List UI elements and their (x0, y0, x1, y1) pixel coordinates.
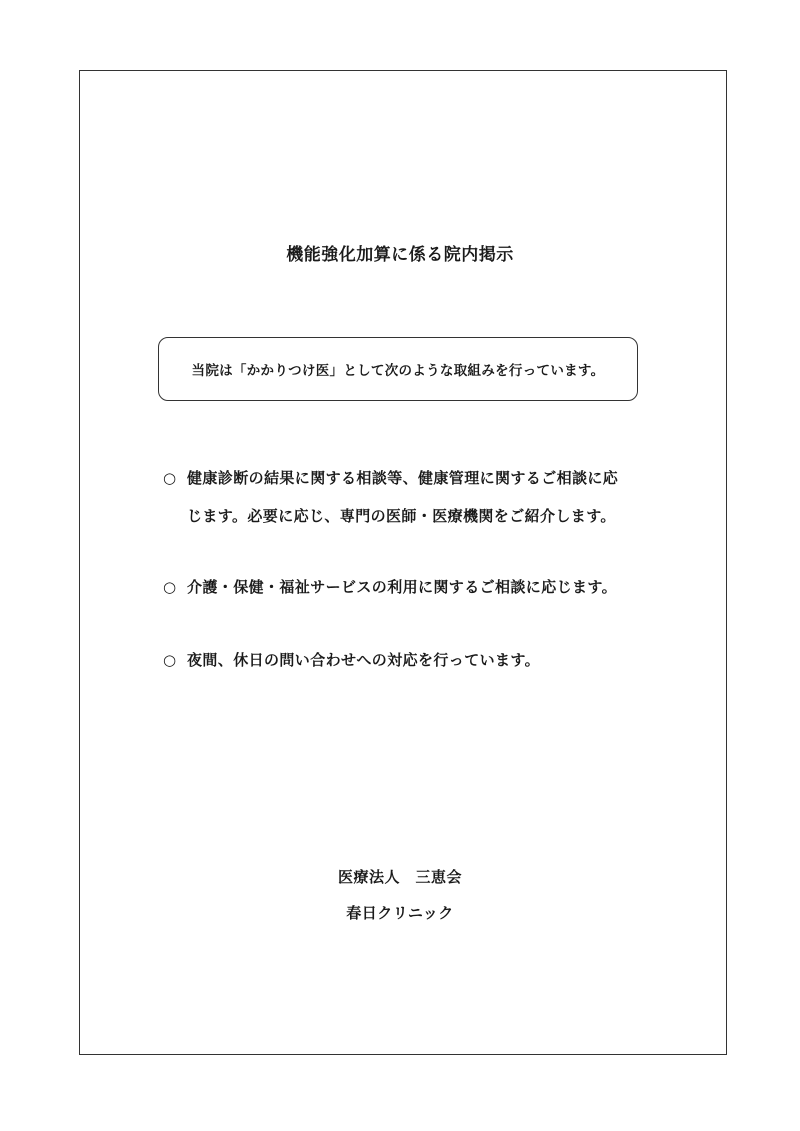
circle-bullet-icon: ○ (163, 578, 177, 596)
list-item (163, 459, 643, 535)
corporation-name: 医療法人 三恵会 (337, 868, 462, 886)
list-item-text-continued: じます。必要に応じ、専門の医師・医療機関をご紹介します。 (187, 507, 616, 525)
list-item (163, 641, 643, 679)
clinic-name: 春日クリニック (346, 904, 454, 922)
list-item-text: 介護・保健・福祉サービスの利用に関するご相談に応じます。 (187, 578, 618, 596)
circle-bullet-icon: ○ (163, 651, 177, 669)
list-item-text: 健康診断の結果に関する相談等、健康管理に関するご相談に応 (187, 469, 619, 487)
intro-box (158, 337, 638, 401)
list-item (163, 568, 643, 606)
intro-text: 当院は「かかりつけ医」として次のような取組みを行っています。 (191, 363, 605, 379)
list-item-text: 夜間、休日の問い合わせへの対応を行っています。 (187, 651, 541, 669)
circle-bullet-icon: ○ (163, 469, 177, 487)
page-title: 機能強化加算に係る院内掲示 (286, 245, 514, 265)
